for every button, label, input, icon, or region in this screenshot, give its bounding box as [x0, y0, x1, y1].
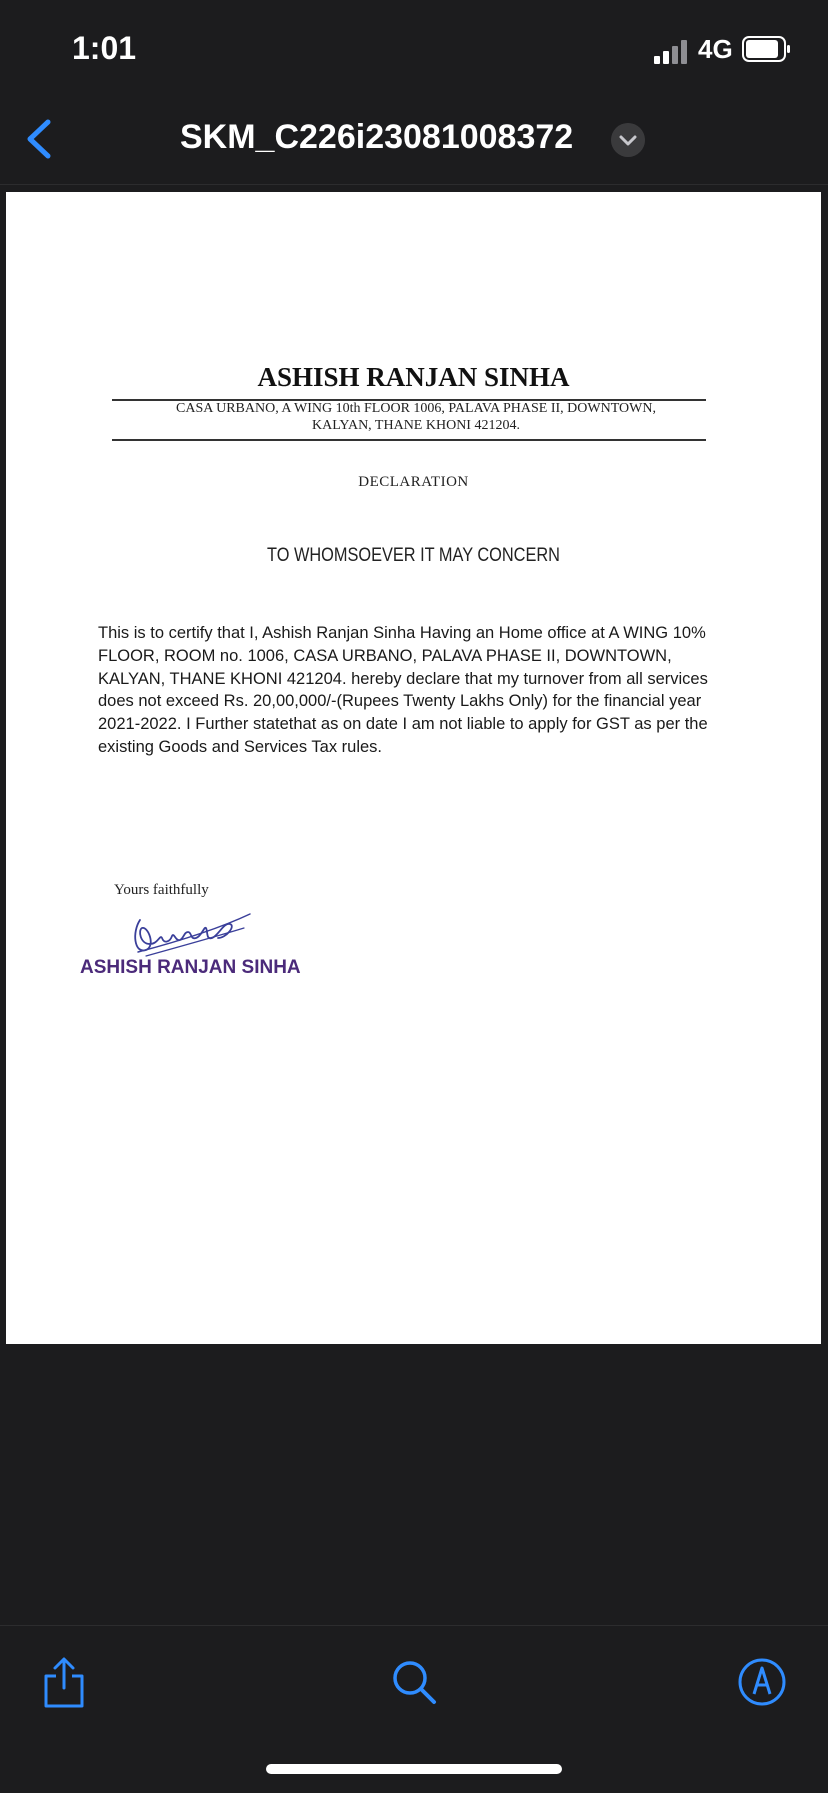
status-time: 1:01 [72, 30, 137, 66]
document-viewer[interactable] [0, 185, 828, 1625]
declaration-body: This is to certify that I, Ashish Ranjan Sinha Having an Home office at A WING 10% FLOOR, ROOM no. 1006, CASA URBANO, PALAVA PHASE II, DOWNTOWN, KALYAN, THANE KHONI 421204. hereby declare that my turnover from all services does not exceed Rs. 20,00,000/-(Rupees Twenty Lakhs Only) for the financial year 2021-2022. I Further statethat as on date I am not liable to apply for GST as per the existing Goods and Services Tax rules. [98, 624, 708, 756]
chevron-down-icon[interactable] [611, 123, 645, 157]
search-icon[interactable] [386, 1654, 442, 1710]
network-type: 4G [698, 34, 733, 64]
signature-image [126, 892, 256, 962]
address-line-1: CASA URBANO, A WING 10th FLOOR 1006, PALAVA PHASE II, DOWNTOWN, [176, 401, 656, 416]
letterhead-address [116, 400, 716, 434]
document-title[interactable]: SKM_C226i23081008372 [180, 118, 574, 156]
home-indicator[interactable] [266, 1764, 562, 1774]
closing-text: Yours faithfully [114, 882, 209, 898]
share-icon[interactable] [36, 1654, 92, 1710]
signal-icon [654, 40, 688, 64]
letterhead-name: ASHISH RANJAN SINHA [257, 362, 570, 392]
chevron-left-icon[interactable] [20, 114, 60, 164]
document-page[interactable] [6, 192, 821, 1344]
address-line-2: KALYAN, THANE KHONI 421204. [312, 418, 520, 433]
battery-icon [742, 36, 792, 62]
status-bar [0, 0, 828, 96]
markup-icon[interactable] [734, 1654, 790, 1710]
declaration-heading: DECLARATION [358, 474, 469, 490]
letterhead-rule-bottom [112, 439, 706, 441]
nav-bar [0, 96, 828, 185]
concern-heading: TO WHOMSOEVER IT MAY CONCERN [267, 545, 560, 566]
signatory-name: ASHISH RANJAN SINHA [80, 957, 301, 978]
